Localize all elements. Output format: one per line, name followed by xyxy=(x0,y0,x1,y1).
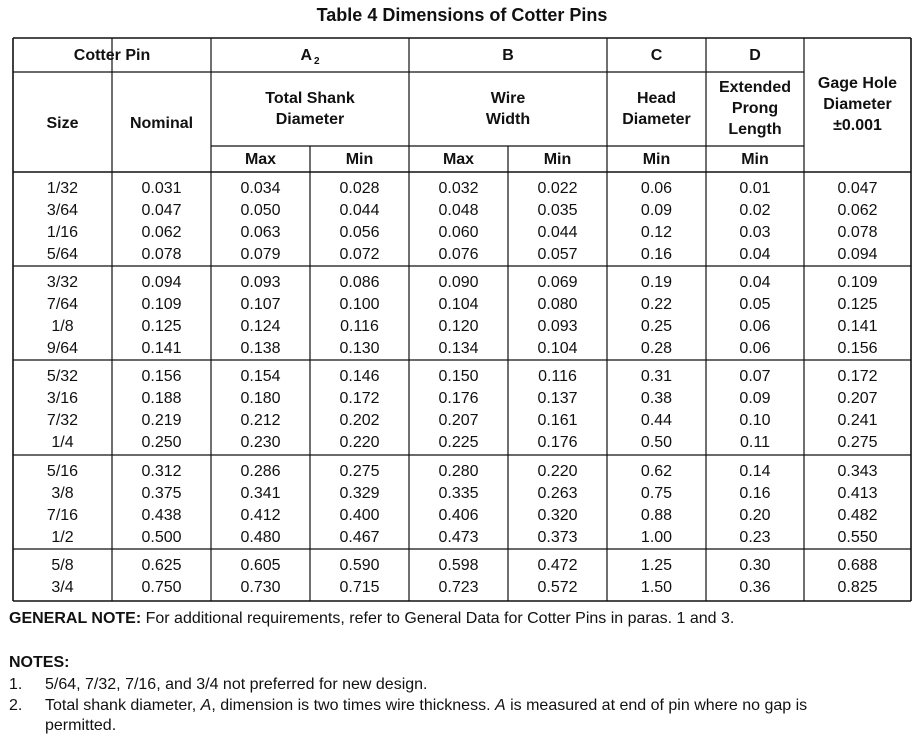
cell-size: 1/8 xyxy=(51,318,74,335)
cell-d-min: 0.04 xyxy=(739,274,771,291)
header-gage-line2: Diameter xyxy=(823,96,892,113)
header-gage-line1: Gage Hole xyxy=(817,75,898,92)
cell-c-min: 0.22 xyxy=(640,296,673,313)
note-text: permitted. xyxy=(45,717,117,734)
header-ext-line2: Prong xyxy=(731,100,779,117)
cell-b-min: 0.104 xyxy=(537,340,578,357)
cell-a-min: 0.715 xyxy=(339,579,380,596)
cell-size: 5/32 xyxy=(46,368,79,385)
cell-b-min: 0.116 xyxy=(538,368,577,385)
cell-gage-hole: 0.482 xyxy=(837,507,878,524)
cell-a-min: 0.275 xyxy=(339,463,380,480)
header-head-line2: Diameter xyxy=(622,111,691,128)
cell-a-min: 0.028 xyxy=(339,180,380,197)
cell-b-max: 0.335 xyxy=(438,485,479,502)
header-ext-line1: Extended xyxy=(718,79,791,96)
cell-b-min: 0.069 xyxy=(537,274,578,291)
note-text: Total shank diameter, xyxy=(45,697,201,714)
cell-b-min: 0.572 xyxy=(537,579,578,596)
header-ext-line3: Length xyxy=(728,121,782,138)
cell-c-min: 0.75 xyxy=(640,485,673,502)
cell-b-min: 0.057 xyxy=(537,246,578,263)
cell-b-min: 0.044 xyxy=(537,224,578,241)
header-a xyxy=(211,45,409,68)
cell-gage-hole: 0.241 xyxy=(837,412,878,429)
cell-nominal: 0.750 xyxy=(141,579,182,596)
cell-d-min: 0.04 xyxy=(739,246,771,263)
cell-gage-hole: 0.156 xyxy=(837,340,878,357)
cell-size: 3/4 xyxy=(51,579,74,596)
cell-a-min: 0.329 xyxy=(339,485,380,502)
cell-c-min: 0.09 xyxy=(640,202,673,219)
cell-a-max: 0.093 xyxy=(240,274,281,291)
cell-nominal: 0.078 xyxy=(141,246,182,263)
cell-d-min: 0.23 xyxy=(739,529,771,546)
cell-c-min: 0.62 xyxy=(640,463,673,480)
cell-c-min: 0.16 xyxy=(640,246,673,263)
cell-a-min: 0.044 xyxy=(339,202,380,219)
cell-nominal: 0.438 xyxy=(141,507,182,524)
cell-c-min: 0.88 xyxy=(640,507,673,524)
cell-gage-hole: 0.825 xyxy=(837,579,878,596)
cell-c-min: 0.38 xyxy=(640,390,673,407)
header-wire-width xyxy=(409,88,607,130)
cell-b-min: 0.137 xyxy=(537,390,578,407)
header-total-shank xyxy=(211,88,409,130)
cell-b-max: 0.225 xyxy=(438,434,479,451)
cell-gage-hole: 0.125 xyxy=(837,296,878,313)
cell-a-min: 0.130 xyxy=(339,340,380,357)
cell-nominal: 0.188 xyxy=(141,390,182,407)
cell-a-max: 0.034 xyxy=(240,180,281,197)
cell-gage-hole: 0.413 xyxy=(837,485,878,502)
table-title: Table 4 Dimensions of Cotter Pins xyxy=(316,5,608,25)
cell-a-max: 0.230 xyxy=(240,434,281,451)
cell-a-max: 0.341 xyxy=(240,485,281,502)
cell-gage-hole: 0.047 xyxy=(837,180,878,197)
cell-size: 1/16 xyxy=(46,224,79,241)
cell-a-min: 0.056 xyxy=(339,224,380,241)
header-head-diameter xyxy=(607,88,706,130)
header-total-shank-line2: Diameter xyxy=(275,111,345,128)
cell-c-min: 1.00 xyxy=(640,529,673,546)
cell-b-min: 0.035 xyxy=(537,202,578,219)
cell-a-max: 0.605 xyxy=(240,557,281,574)
cell-d-min: 0.06 xyxy=(739,318,771,335)
cell-b-max: 0.207 xyxy=(438,412,479,429)
cell-c-min: 0.06 xyxy=(640,180,673,197)
cell-c-min: 0.12 xyxy=(640,224,673,241)
cell-gage-hole: 0.275 xyxy=(837,434,878,451)
cell-size: 5/8 xyxy=(51,557,74,574)
cell-size: 1/32 xyxy=(46,180,79,197)
cell-b-min: 0.176 xyxy=(537,434,578,451)
cell-c-min: 0.44 xyxy=(640,412,673,429)
cell-gage-hole: 0.062 xyxy=(837,202,878,219)
cell-size: 7/32 xyxy=(46,412,79,429)
cell-size: 3/64 xyxy=(46,202,79,219)
cell-a-max: 0.079 xyxy=(240,246,281,263)
note-text: 5/64, 7/32, 7/16, and 3/4 not preferred for new design. xyxy=(45,676,428,693)
cell-a-min: 0.100 xyxy=(339,296,380,313)
cell-a-min: 0.400 xyxy=(339,507,380,524)
cell-b-min: 0.220 xyxy=(537,463,578,480)
header-a-min: Min xyxy=(345,151,374,168)
cell-d-min: 0.16 xyxy=(739,485,771,502)
cell-c-min: 0.28 xyxy=(640,340,673,357)
note-number: 1. xyxy=(9,676,23,693)
cell-c-min: 0.25 xyxy=(640,318,673,335)
cell-gage-hole: 0.094 xyxy=(837,246,878,263)
cell-gage-hole: 0.141 xyxy=(837,318,878,335)
note-number: 2. xyxy=(9,697,23,714)
header-a-letter: A xyxy=(300,47,312,64)
cell-b-max: 0.060 xyxy=(438,224,479,241)
general-note-text: For additional requirements, refer to General Data for Cotter Pins in paras. 1 and 3. xyxy=(145,610,735,627)
cell-gage-hole: 0.688 xyxy=(837,557,878,574)
header-wire-line1: Wire xyxy=(490,90,526,107)
cell-size: 9/64 xyxy=(46,340,79,357)
cell-size: 3/16 xyxy=(46,390,79,407)
header-head-line1: Head xyxy=(636,90,677,107)
cell-a-max: 0.124 xyxy=(240,318,281,335)
cell-gage-hole: 0.343 xyxy=(837,463,878,480)
cell-nominal: 0.125 xyxy=(141,318,182,335)
cell-b-max: 0.032 xyxy=(438,180,479,197)
cell-d-min: 0.03 xyxy=(739,224,771,241)
cell-a-max: 0.212 xyxy=(240,412,281,429)
notes-heading xyxy=(9,653,69,673)
note-text: is measured at end of pin where no gap is xyxy=(505,697,808,714)
notes-label: NOTES: xyxy=(9,654,70,671)
cell-nominal: 0.094 xyxy=(141,274,182,291)
cell-a-min: 0.116 xyxy=(340,318,379,335)
cell-b-max: 0.134 xyxy=(438,340,479,357)
cell-size: 1/4 xyxy=(51,434,74,451)
note-italic-a: A xyxy=(494,697,506,714)
cell-nominal: 0.375 xyxy=(141,485,182,502)
cell-d-min: 0.30 xyxy=(739,557,771,574)
header-total-shank-line1: Total Shank xyxy=(265,90,355,107)
cell-a-max: 0.107 xyxy=(240,296,281,313)
cell-a-min: 0.467 xyxy=(339,529,380,546)
cell-size: 5/64 xyxy=(46,246,79,263)
header-cotter-pin: Cotter Pin xyxy=(73,47,151,64)
cell-a-min: 0.590 xyxy=(339,557,380,574)
header-b: B xyxy=(502,47,514,64)
header-a-subscript: 2 xyxy=(314,56,320,67)
cell-b-max: 0.104 xyxy=(438,296,479,313)
cell-nominal: 0.312 xyxy=(141,463,182,480)
cell-c-min: 0.19 xyxy=(640,274,673,291)
cell-nominal: 0.156 xyxy=(141,368,182,385)
cell-gage-hole: 0.550 xyxy=(837,529,878,546)
cell-nominal: 0.141 xyxy=(141,340,182,357)
cell-a-min: 0.172 xyxy=(339,390,380,407)
cell-b-max: 0.048 xyxy=(438,202,479,219)
cell-a-min: 0.086 xyxy=(339,274,380,291)
cell-b-min: 0.022 xyxy=(537,180,578,197)
cell-d-min: 0.11 xyxy=(740,434,770,451)
cell-a-min: 0.220 xyxy=(339,434,380,451)
cell-gage-hole: 0.078 xyxy=(837,224,878,241)
note-item-1 xyxy=(9,675,427,695)
note-item-2-continued xyxy=(45,716,116,736)
cell-d-min: 0.10 xyxy=(739,412,771,429)
header-b-max: Max xyxy=(442,151,475,168)
header-d: D xyxy=(749,47,761,64)
cell-a-max: 0.050 xyxy=(240,202,281,219)
general-note-label: GENERAL NOTE: xyxy=(9,610,142,627)
cell-b-min: 0.320 xyxy=(537,507,578,524)
general-note xyxy=(9,609,734,629)
cell-b-max: 0.598 xyxy=(438,557,479,574)
cell-a-min: 0.072 xyxy=(339,246,380,263)
cell-size: 7/16 xyxy=(46,507,79,524)
cell-nominal: 0.062 xyxy=(141,224,182,241)
cell-size: 5/16 xyxy=(46,463,79,480)
cell-b-max: 0.150 xyxy=(438,368,479,385)
header-b-min: Min xyxy=(543,151,572,168)
header-c-min: Min xyxy=(642,151,671,168)
cell-d-min: 0.09 xyxy=(739,390,771,407)
header-extended-prong xyxy=(706,77,804,140)
header-gage-hole xyxy=(804,73,911,136)
cell-a-min: 0.146 xyxy=(339,368,380,385)
cell-b-max: 0.076 xyxy=(438,246,479,263)
cell-a-max: 0.154 xyxy=(240,368,281,385)
note-text: , dimension is two times wire thickness. xyxy=(211,697,495,714)
cell-size: 3/32 xyxy=(46,274,79,291)
cell-a-max: 0.286 xyxy=(240,463,281,480)
cell-gage-hole: 0.172 xyxy=(837,368,878,385)
cell-gage-hole: 0.109 xyxy=(837,274,878,291)
cell-size: 7/64 xyxy=(46,296,79,313)
header-size: Size xyxy=(46,115,79,132)
cell-d-min: 0.05 xyxy=(739,296,771,313)
cell-nominal: 0.500 xyxy=(141,529,182,546)
cell-d-min: 0.02 xyxy=(739,202,771,219)
cell-a-max: 0.412 xyxy=(240,507,281,524)
header-nominal: Nominal xyxy=(129,115,194,132)
cell-b-min: 0.373 xyxy=(537,529,578,546)
cell-b-min: 0.093 xyxy=(537,318,578,335)
cell-b-max: 0.120 xyxy=(438,318,479,335)
cell-size: 3/8 xyxy=(51,485,74,502)
cell-d-min: 0.36 xyxy=(739,579,771,596)
cell-nominal: 0.219 xyxy=(141,412,182,429)
cell-b-max: 0.280 xyxy=(438,463,479,480)
cell-b-max: 0.473 xyxy=(438,529,479,546)
cell-nominal: 0.047 xyxy=(141,202,182,219)
cell-a-max: 0.480 xyxy=(240,529,281,546)
cell-d-min: 0.07 xyxy=(739,368,771,385)
cell-a-max: 0.180 xyxy=(240,390,281,407)
cell-c-min: 0.50 xyxy=(640,434,673,451)
cell-nominal: 0.625 xyxy=(141,557,182,574)
cell-d-min: 0.01 xyxy=(739,180,771,197)
cell-d-min: 0.14 xyxy=(739,463,771,480)
cell-b-max: 0.176 xyxy=(438,390,479,407)
header-a-max: Max xyxy=(244,151,277,168)
header-wire-line2: Width xyxy=(485,111,531,128)
cell-gage-hole: 0.207 xyxy=(837,390,878,407)
note-item-2 xyxy=(9,696,807,716)
cell-nominal: 0.031 xyxy=(141,180,182,197)
cell-c-min: 0.31 xyxy=(640,368,673,385)
cell-a-max: 0.063 xyxy=(240,224,281,241)
cell-b-max: 0.406 xyxy=(438,507,479,524)
header-c: C xyxy=(650,47,663,64)
header-d-min: Min xyxy=(741,151,769,168)
cell-size: 1/2 xyxy=(51,529,74,546)
cell-b-max: 0.090 xyxy=(438,274,479,291)
cell-nominal: 0.109 xyxy=(141,296,182,313)
cell-b-min: 0.472 xyxy=(537,557,578,574)
cell-a-max: 0.138 xyxy=(240,340,281,357)
header-gage-line3: ±0.001 xyxy=(833,117,882,134)
cell-nominal: 0.250 xyxy=(141,434,182,451)
cell-d-min: 0.20 xyxy=(739,507,771,524)
cell-a-min: 0.202 xyxy=(339,412,380,429)
cell-c-min: 1.50 xyxy=(640,579,673,596)
note-italic-a: A xyxy=(200,697,212,714)
cell-b-min: 0.161 xyxy=(537,412,578,429)
cell-d-min: 0.06 xyxy=(739,340,771,357)
cell-b-max: 0.723 xyxy=(438,579,479,596)
cell-b-min: 0.263 xyxy=(537,485,578,502)
cell-c-min: 1.25 xyxy=(640,557,673,574)
cell-a-max: 0.730 xyxy=(240,579,281,596)
cell-b-min: 0.080 xyxy=(537,296,578,313)
